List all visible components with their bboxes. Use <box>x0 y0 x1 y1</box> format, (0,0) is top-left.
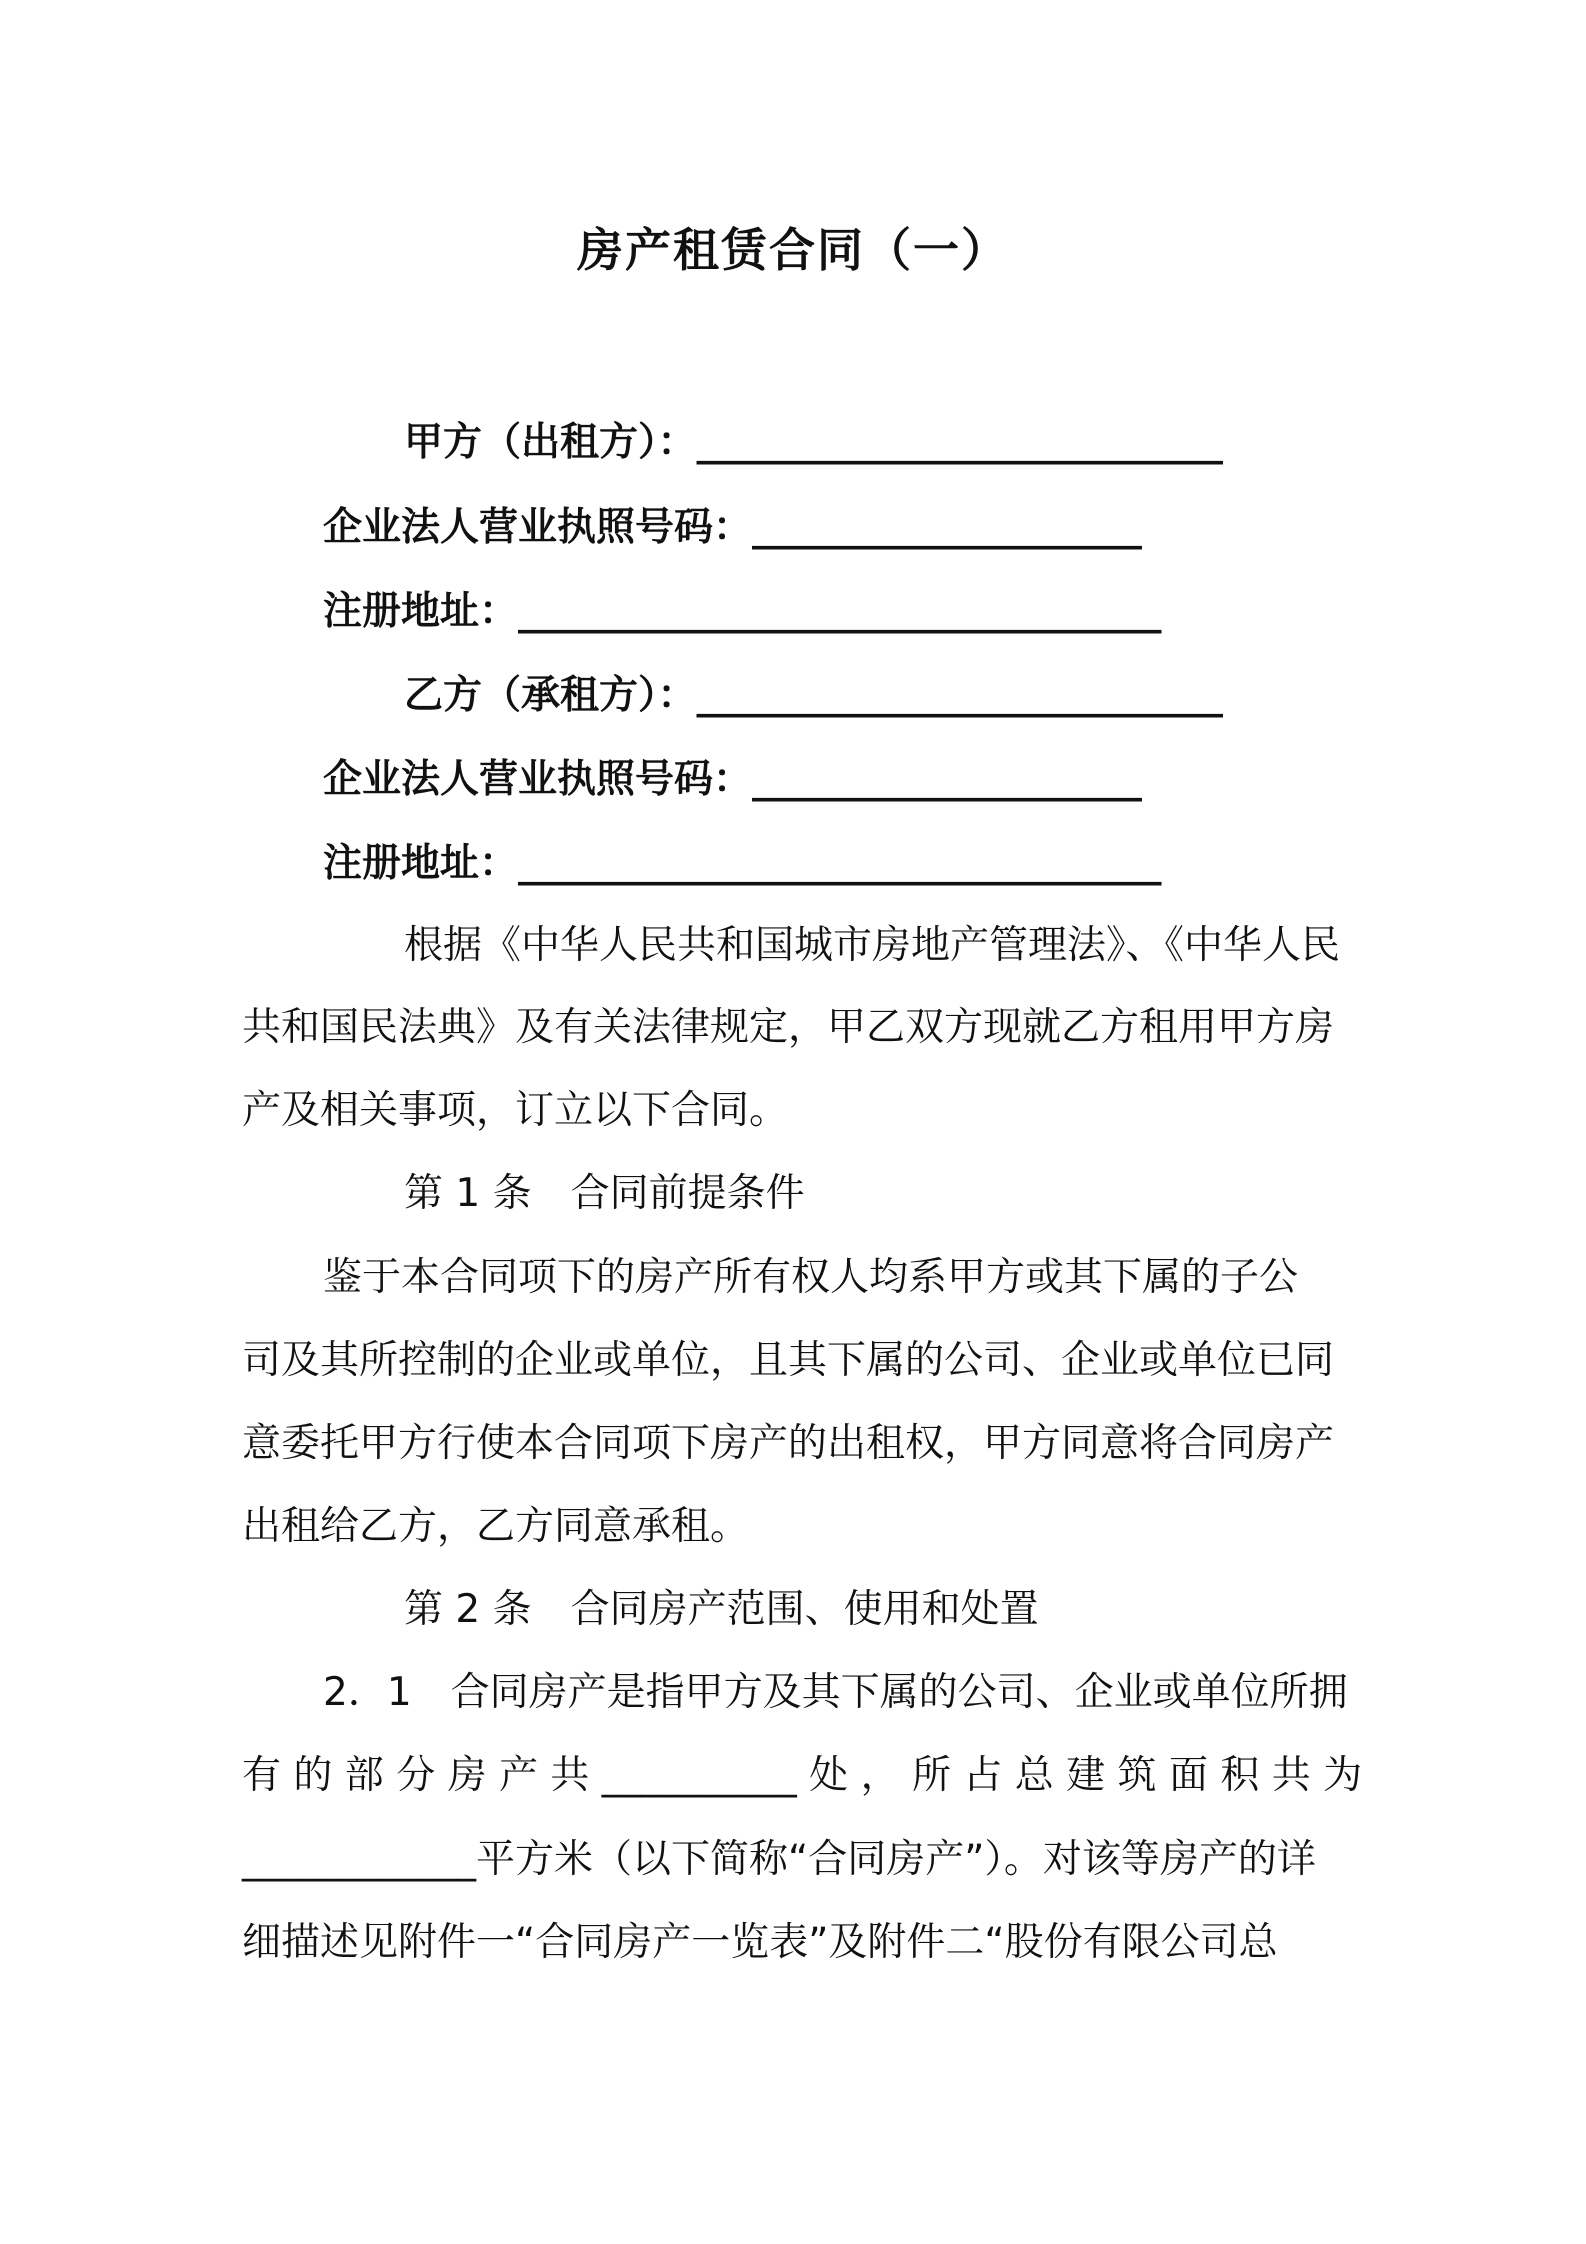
party-b-address: 注册地址：_________________________________ <box>323 841 1162 886</box>
preamble-line-2: 共和国民法典》及有关法律规定，甲乙双方现就乙方租用甲方房 <box>242 1005 1335 1050</box>
article1-line-3: 意委托甲方行使本合同项下房产的出租权，甲方同意将合同房产 <box>242 1421 1335 1466</box>
article2-line-2: 有 的 部 分 房 产 共 __________ 处 ， 所 占 总 建 筑 面 积 共 为 <box>242 1753 1363 1798</box>
article1-heading: 第 1 条 合同前提条件 <box>404 1171 805 1216</box>
party-a-label: 甲方（出租方）：___________________________ <box>404 420 1224 465</box>
article2-line-3: ____________平方米（以下简称“合同房产”）。对该等房产的详 <box>242 1837 1316 1882</box>
article2-line-1: 2．1 合同房产是指甲方及其下属的公司、企业或单位所拥 <box>323 1670 1348 1715</box>
party-a-license: 企业法人营业执照号码：____________________ <box>323 505 1143 550</box>
party-a-address: 注册地址：_________________________________ <box>323 589 1162 634</box>
preamble-line-1: 根据《中华人民共和国城市房地产管理法》、《中华人民 <box>404 923 1341 968</box>
article1-line-4: 出租给乙方，乙方同意承租。 <box>242 1504 750 1549</box>
article2-heading: 第 2 条 合同房产范围、使用和处置 <box>404 1587 1039 1632</box>
article2-line-4: 细描述见附件一“合同房产一览表”及附件二“股份有限公司总 <box>242 1920 1278 1965</box>
party-b-label: 乙方（承租方）：___________________________ <box>404 673 1224 718</box>
document-title: 房产租赁合同（一） <box>577 223 1009 277</box>
party-b-license: 企业法人营业执照号码：____________________ <box>323 757 1143 802</box>
article1-line-2: 司及其所控制的企业或单位，且其下属的公司、企业或单位已同 <box>242 1338 1335 1383</box>
article1-line-1: 鉴于本合同项下的房产所有权人均系甲方或其下属的子公 <box>323 1255 1299 1300</box>
preamble-line-3: 产及相关事项，订立以下合同。 <box>242 1088 789 1133</box>
